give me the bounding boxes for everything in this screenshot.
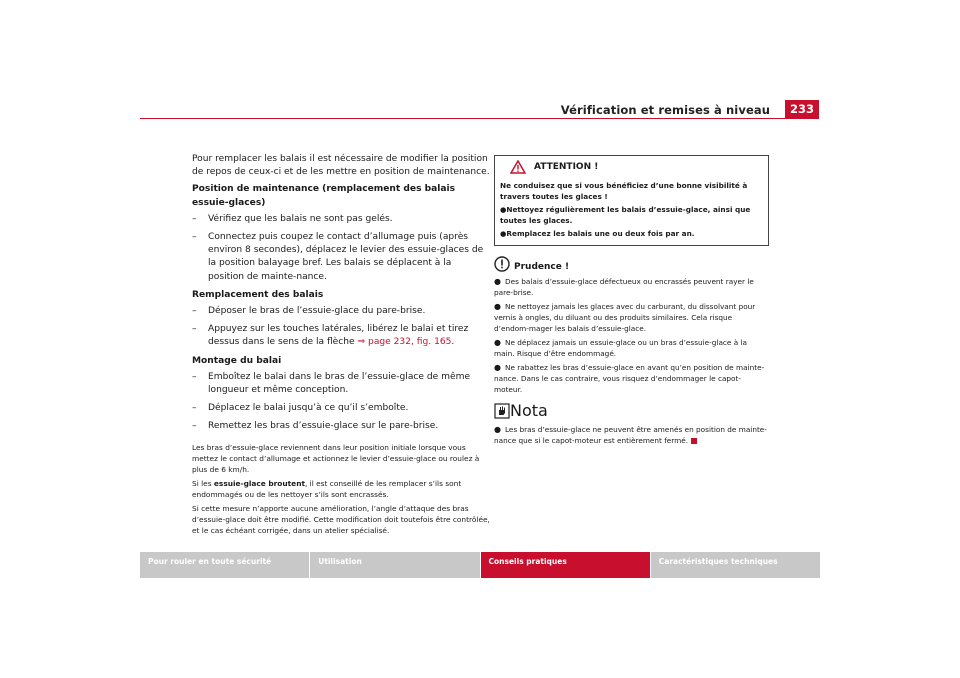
warning-triangle-icon (510, 160, 526, 174)
page-reference-link[interactable]: ⇒ page 232, fig. 165 (357, 337, 452, 348)
footer-tab-safety[interactable]: Pour rouler en toute sécurité (140, 552, 309, 578)
header-divider (140, 118, 819, 119)
note-paragraph: Si cette mesure n’apporte aucune amélioration, l’angle d’attaque des bras d’essuie-glace doit être modifié. Cette modification doit toutefois être contrôlée, et le cas échéant corrigée, dans un atelier spécialisé. (192, 503, 490, 535)
page-title: Vérification et remises à niveau (560, 103, 770, 117)
footer-nav (140, 552, 820, 578)
nota-title: Nota (510, 401, 548, 420)
prudence-header (494, 256, 769, 272)
attention-text: Ne conduisez que si vous bénéficiez d’une bonne visibilité à travers toutes les glaces ! (500, 181, 748, 201)
note-paragraph: Les bras d’essuie-glace reviennent dans leur position initiale lorsque vous mettez le contact d’allumage et actionnez le levier d’essuie-glace ou roulez à plus de 6 km/h. (192, 442, 480, 474)
prudence-bullet: ● Ne rabattez les bras d’essuie-glace en avant qu’en position de mainte-nance. Dans le cas contraire, vous risquez d’endommager le capot-moteur. (494, 363, 765, 394)
footer-tab-specs[interactable]: Caractéristiques techniques (651, 552, 820, 578)
replacement-step: – Appuyez sur les touches latérales, libérez le balai et tirez dessus dans le sens de la flèche ⇒ page 232, fig. 165. (192, 324, 469, 348)
left-column (192, 153, 490, 539)
prudence-bullet: ● Ne déplacez jamais un essuie-glace ou un bras d’essuie-glace à la main. Risque d’être endommagé. (494, 338, 748, 358)
exclamation-circle-icon (494, 256, 510, 272)
assembly-step: – Déplacez le balai jusqu’à ce qu’il s’emboîte. (192, 403, 409, 414)
attention-bullet: ●Nettoyez régulièrement les balais d’essuie-glace, ainsi que toutes les glaces. (500, 205, 751, 225)
section-end-mark (691, 438, 697, 444)
maintenance-step: – Vérifiez que les balais ne sont pas gelés. (192, 213, 393, 224)
footer-tab-usage[interactable]: Utilisation (310, 552, 479, 578)
page-number: 233 (785, 100, 819, 119)
note-paragraph: Si les essuie-glace broutent, il est conseillé de les remplacer s’ils sont endommagés ou de les nettoyer s’ils sont encrassés. (192, 478, 462, 499)
attention-bullet: ●Remplacez les balais une ou deux fois par an. (500, 229, 695, 238)
nota-header (494, 401, 769, 420)
prudence-title: Prudence ! (514, 262, 570, 272)
intro-paragraph: Pour remplacer les balais il est nécessaire de modifier la position de repos de ceux-ci et de les mettre en position de maintenance. (192, 154, 490, 178)
nota-bullet: ● Les bras d’essuie-glace ne peuvent être amenés en position de mainte-nance que si le capot-moteur est entièrement fermé. (494, 425, 767, 445)
maintenance-heading: Position de maintenance (remplacement des balais essuie-glaces) (192, 184, 456, 208)
replacement-heading: Remplacement des balais (192, 289, 324, 300)
assembly-step: – Emboîtez le balai dans le bras de l’essuie-glace de même longueur et même conception. (192, 371, 471, 396)
note-hand-icon (494, 403, 510, 419)
attention-title: ATTENTION ! (534, 162, 599, 172)
right-column (494, 155, 769, 449)
assembly-step: – Remettez les bras d’essuie-glace sur le pare-brise. (192, 421, 439, 432)
attention-box (494, 155, 769, 246)
prudence-bullet: ● Des balais d’essuie-glace défectueux ou encrassés peuvent rayer le pare-brise. (494, 277, 754, 297)
attention-header (500, 160, 764, 174)
maintenance-step: – Connectez puis coupez le contact d’allumage puis (après environ 8 secondes), déplacez le levier des essuie-glaces de la position balayage bref. Les balais se déplacent à la position de mainte-nance. (192, 232, 484, 282)
replacement-step: – Déposer le bras de l’essuie-glace du pare-brise. (192, 306, 426, 317)
assembly-heading: Montage du balai (192, 355, 282, 366)
prudence-bullet: ● Ne nettoyez jamais les glaces avec du carburant, du dissolvant pour vernis à ongles, du diluant ou des produits similaires. Cela risque d’endom-mager les balais d’essuie-glace. (494, 302, 756, 333)
footer-tab-tips[interactable]: Conseils pratiques (481, 552, 650, 578)
